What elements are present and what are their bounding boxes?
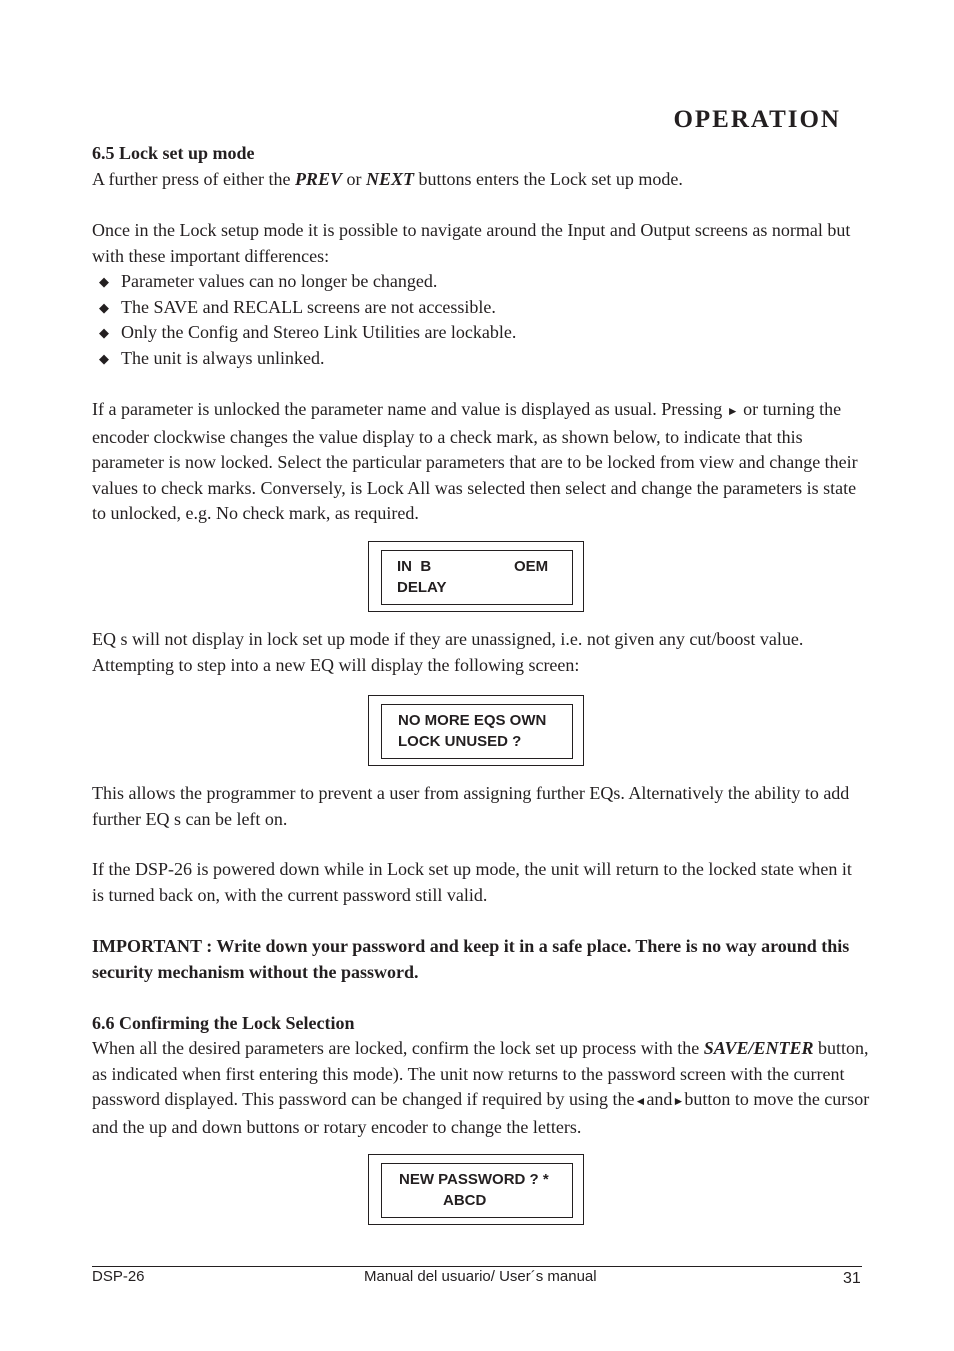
- lcd-line-1-right: OEM: [514, 558, 549, 575]
- page-number: 31: [843, 1270, 861, 1287]
- section-6-5-paragraph-3: [92, 397, 872, 527]
- diamond-bullet-icon: ◆: [99, 299, 109, 315]
- lcd-display-new-password: [368, 1154, 584, 1225]
- differences-list: [92, 269, 892, 371]
- list-item-text: The unit is always unlinked.: [121, 347, 325, 368]
- lcd-line-2: ABCD: [443, 1192, 487, 1209]
- lcd-screen: [381, 1163, 573, 1218]
- text-span: When all the desired parameters are locked, confirm the lock set up process with the: [92, 1038, 704, 1058]
- section-6-5-paragraph-2: Once in the Lock setup mode it is possible to navigate around the Input and Output screens as normal but with these important differences:: [92, 220, 851, 266]
- list-item: [92, 320, 892, 346]
- list-item-text: Parameter values can no longer be changed.: [121, 271, 438, 291]
- list-item-text: The SAVE and RECALL screens are not accessible.: [121, 296, 496, 317]
- lcd-line-1-left: IN B: [397, 558, 432, 575]
- text-span: and: [646, 1089, 673, 1110]
- text-span: A further press of either the: [92, 169, 295, 189]
- section-6-5-heading: 6.5 Lock set up mode: [92, 143, 255, 163]
- footer-model: DSP-26: [92, 1268, 145, 1285]
- text-span: or: [341, 169, 366, 189]
- lcd-display-locked: [368, 541, 584, 612]
- list-item: [92, 269, 892, 295]
- lcd-line-1: NEW PASSWORD ? *: [399, 1171, 549, 1188]
- section-6-6-heading: 6.6 Confirming the Lock Selection: [92, 1013, 355, 1033]
- diamond-bullet-icon: ◆: [99, 274, 109, 289]
- section-6-5-paragraph-5: This allows the programmer to prevent a user from assigning further EQs. Alternatively the ability to add further EQ s can be left on.: [92, 783, 850, 829]
- section-6-5-paragraph-6: If the DSP-26 is powered down while in Lock set up mode, the unit will return to the locked state when it is turned back on, with the current password still valid.: [92, 859, 852, 905]
- right-arrow-icon: ►: [672, 1094, 685, 1109]
- text-span: or turning the encoder clockwise changes the value display to a check mark, as shown below, to indicate that this parameter is now locked. Select the particular parameters that are to be locked from view and change their values to check marks. Conversely, is Lock All was selected then select and change the parameters is state to unlocked, e.g. No check mark, as required.: [92, 399, 858, 524]
- section-title: OPERATION: [673, 106, 841, 133]
- lcd-screen: [381, 704, 573, 759]
- diamond-bullet-icon: ◆: [99, 325, 109, 341]
- left-arrow-icon: ◄: [634, 1094, 647, 1109]
- save-enter-button-name: SAVE/ENTER: [703, 1038, 814, 1058]
- section-6-6-paragraph-1: [92, 1036, 882, 1140]
- lcd-line-1: NO MORE EQS OWN: [398, 712, 547, 729]
- text-span: button, as indicated when first entering this mode). The unit now returns to the password screen with the current password displayed. This password can be changed if required by using the: [92, 1038, 869, 1110]
- list-item: [92, 346, 892, 372]
- diamond-bullet-icon: ◆: [99, 350, 109, 366]
- lcd-line-2: LOCK UNUSED ?: [398, 733, 522, 750]
- footer-manual-title: Manual del usuario/ User´s manual: [364, 1268, 597, 1285]
- important-notice: IMPORTANT : Write down your password and keep it in a safe place. There is no way around this security mechanism without the password.: [92, 936, 850, 982]
- section-6-5-paragraph-1: [92, 167, 892, 193]
- lcd-line-2: DELAY: [397, 579, 447, 596]
- text-span: buttons enters the Lock set up mode.: [413, 169, 683, 189]
- text-span: If a parameter is unlocked the parameter name and value is displayed as usual. Pressing: [92, 399, 727, 419]
- text-span: button to move the cursor and the up and down buttons or rotary encoder to change the letters.: [92, 1089, 870, 1137]
- list-item-text: Only the Config and Stereo Link Utilities are lockable.: [121, 322, 517, 343]
- lcd-screen: [381, 550, 573, 605]
- next-button-name: NEXT: [365, 169, 414, 189]
- section-6-5-paragraph-4: EQ s will not display in lock set up mode if they are unassigned, i.e. not given any cut/boost value. Attempting to step into a new EQ will display the following screen:: [92, 629, 804, 675]
- footer-divider: [92, 1266, 862, 1267]
- right-arrow-icon: ►: [726, 404, 739, 418]
- lcd-display-no-more-eqs: [368, 695, 584, 766]
- prev-button-name: PREV: [294, 169, 342, 189]
- list-item: [92, 295, 892, 321]
